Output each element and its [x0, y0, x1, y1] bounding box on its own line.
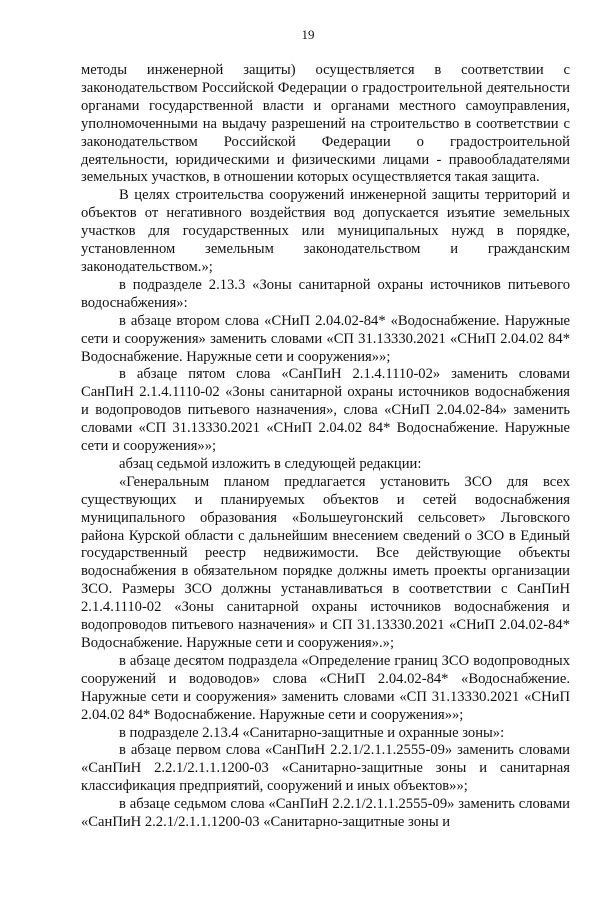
paragraph: в абзаце втором слова «СНиП 2.04.02-84* «Водоснабжение. Наружные сети и сооружения» заменить словами «СП 31.13330.2021 «СНиП 2.04.02 84* Водоснабжение. Наружные сети и сооружения»»;	[81, 312, 570, 365]
document-body	[81, 62, 570, 832]
paragraph: в подразделе 2.13.3 «Зоны санитарной охраны источников питьевого водоснабжения»:	[81, 276, 570, 311]
paragraph: в абзаце первом слова «СанПиН 2.2.1/2.1.1.2555-09» заменить словами «СанПиН 2.2.1/2.1.1.1200-03 «Санитарно-защитные зоны и санитарная классификация предприятий, сооружений и иных объектов»»;	[81, 742, 570, 795]
paragraph: методы инженерной защиты) осуществляется в соответствии с законодательством Российской Федерации о градостроительной деятельности органами государственной власти и органами местного самоуправления, уполномоченными на выдачу разрешений на строительство в соответствии с законодательством Российской Федерации о градостроительной деятельности, юридическими и физическими лицами - правообладателями земельных участков, в отношении которых осуществляется такая защита.	[81, 62, 570, 186]
paragraph: абзац седьмой изложить в следующей редакции:	[119, 455, 422, 472]
paragraph: «Генеральным планом предлагается установить ЗСО для всех существующих и планируемых объектов и сетей водоснабжения муниципального образования «Большеугонский сельсовет» Льговского района Курской области с дальнейшим внесением сведений о ЗСО в Единый государственный реестр недвижимости. Все действующие объекты водоснабжения в обязательном порядке должны иметь проекты организации ЗСО. Размеры ЗСО должны устанавливаться в соответствии с СанПиН 2.1.4.1110-02 «Зоны санитарной охраны источников водоснабжения и водопроводов питьевого назначения» и СП 31.13330.2021 «СНиП 2.04.02-84* Водоснабжение. Наружные сети и сооружения».»;	[81, 473, 570, 651]
page-number: 19	[301, 27, 315, 42]
paragraph: в абзаце десятом подраздела «Определение границ ЗСО водопроводных сооружений и водоводов» слова «СНиП 2.04.02-84* «Водоснабжение. Наружные сети и сооружения» заменить словами «СП 31.13330.2021 «СНиП 2.04.02 84* Водоснабжение. Наружные сети и сооружения»»;	[81, 652, 570, 723]
paragraph: в абзаце пятом слова «СанПиН 2.1.4.1110-02» заменить словами СанПиН 2.1.4.1110-02 «Зоны санитарной охраны источников водоснабжения и водопроводов питьевого назначения», слова «СНиП 2.04.02-84» заменить словами «СП 31.13330.2021 «СНиП 2.04.02 84* Водоснабжение. Наружные сети и сооружения»»;	[81, 366, 570, 455]
paragraph: в подразделе 2.13.4 «Санитарно-защитные и охранные зоны»:	[119, 724, 505, 741]
paragraph: в абзаце седьмом слова «СанПиН 2.2.1/2.1.1.2555-09» заменить словами «СанПиН 2.2.1/2.1.1.1200-03 «Санитарно-защитные зоны и	[81, 796, 570, 831]
paragraph: В целях строительства сооружений инженерной защиты территорий и объектов от негативного воздействия вод допускается изъятие земельных участков для государственных или муниципальных нужд в порядке, установленном земельным законодательством и гражданским законодательством.»;	[81, 187, 570, 275]
